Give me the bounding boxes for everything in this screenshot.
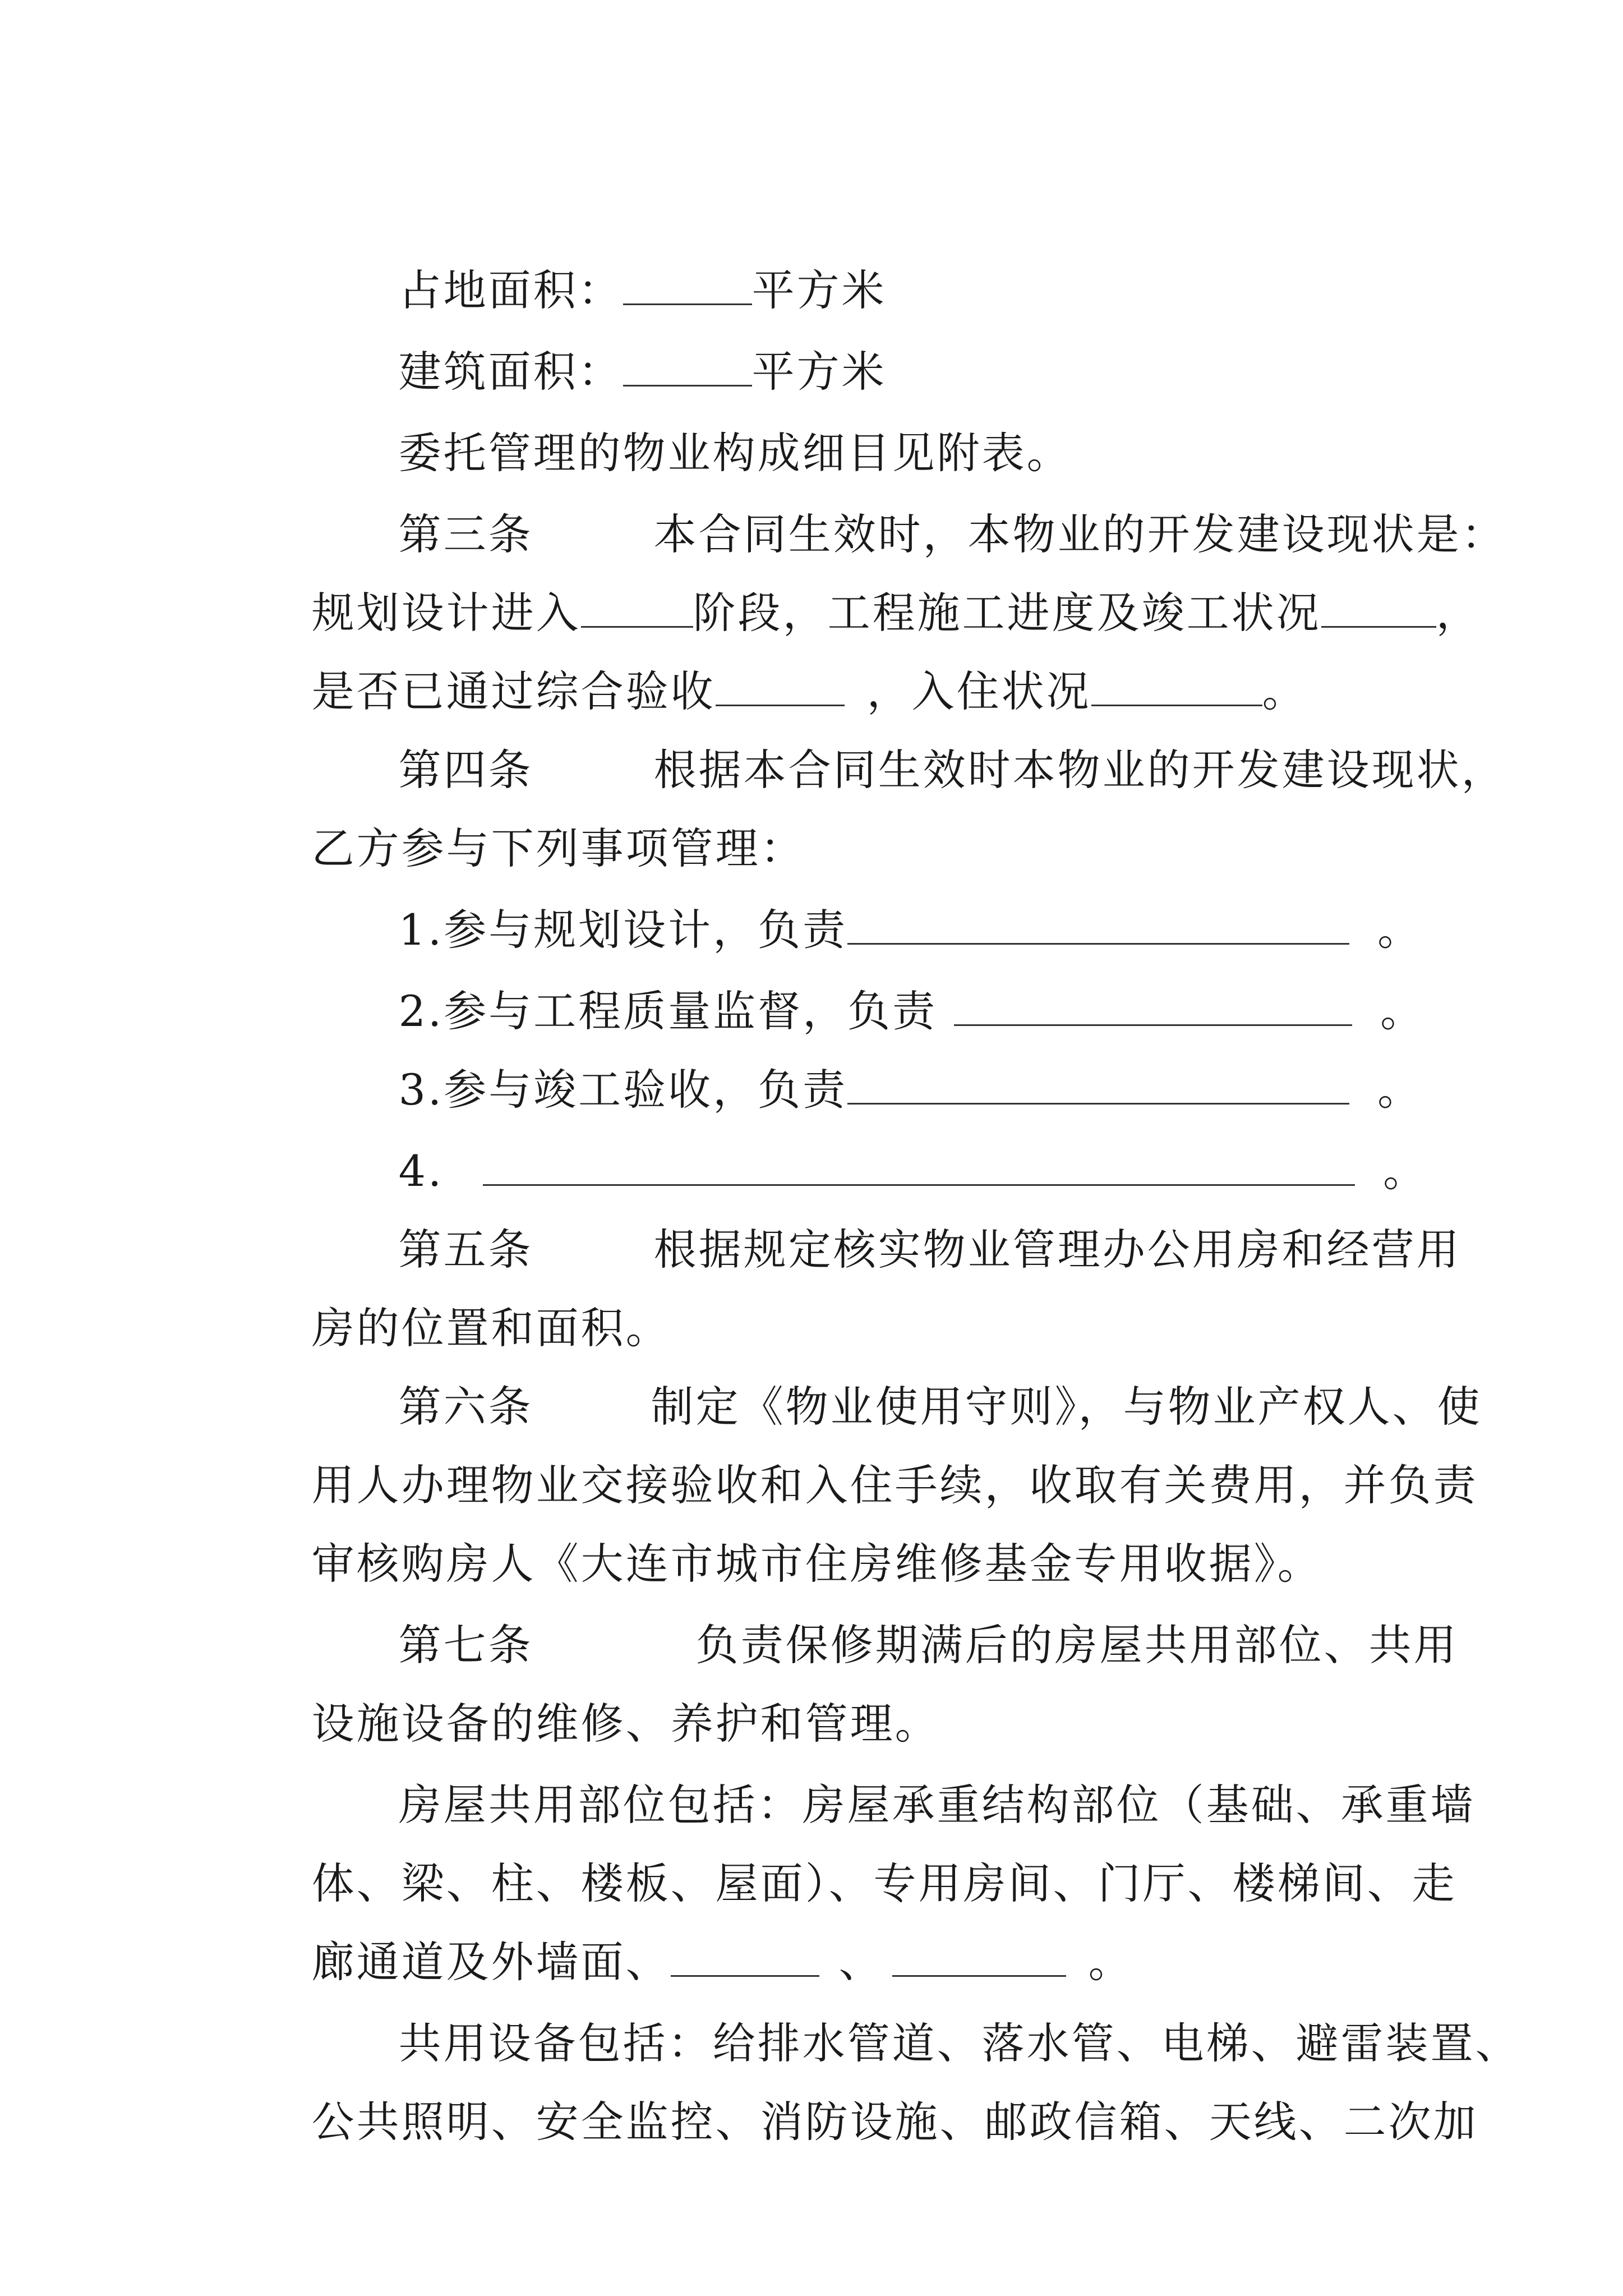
list-item-end: 。 [1383,1146,1428,1196]
article-text: 制定《物业使用守则》，与物业产权人、使 [651,1382,1482,1432]
text-segment: 。 [1088,1937,1133,1987]
paragraph-line [248,2038,1478,2206]
article-text: 本合同生效时，本物业的开发建设现状是： [653,509,1506,559]
paragraph-text: 房屋共用部位包括：房屋承重结构部位（基础、承重墙 [398,1780,1476,1830]
paragraph-text: 共用设备包括：给排水管道、落水管、电梯、避雷装置、 [398,2018,1520,2068]
paragraph-text: 体、梁、柱、楼板、屋面）、专用房间、门厅、楼梯间、走 [311,1858,1457,1908]
article-label: 第四条 [398,745,533,795]
text-segment: 、 [838,1937,884,1987]
text-segment: 乙方参与下列事项管理： [311,823,805,873]
text-segment: 规划设计进入 [311,588,581,638]
article-label: 第五条 [398,1225,533,1274]
article-text: 根据本合同生效时本物业的开发建设现状， [653,745,1506,795]
list-item-end: 。 [1377,905,1423,955]
land-area-unit: 平方米 [751,265,887,315]
text-segment: 用人办理物业交接验收和入住手续，收取有关费用，并负责 [311,1460,1478,1510]
text-segment: 设施设备的维修、养护和管理。 [311,1699,940,1749]
text-segment: 是否已通过综合验收 [311,666,716,716]
paragraph-text: 公共照明、安全监控、消防设施、邮政信箱、天线、二次加 [311,2097,1478,2147]
land-area-label: 占地面积： [398,265,623,315]
text-segment: 。 [1262,666,1307,716]
building-area-unit: 平方米 [751,347,887,397]
list-item-end: 。 [1377,1065,1423,1115]
text-segment: 廊通道及外墙面、 [311,1937,671,1987]
list-item-text: 1.参与规划设计，负责 [398,905,848,955]
text-segment: 房的位置和面积。 [311,1303,671,1353]
list-item-text: 2.参与工程质量监督，负责 [398,986,938,1036]
text-segment: ，入住状况 [866,666,1091,716]
text-segment: 审核购房人《大连市城市住房维修基金专用收据》。 [311,1539,1322,1589]
paragraph-text: 委托管理的物业构成细目见附表。 [398,428,1072,478]
list-item-text: 3.参与竣工验收，负责 [398,1065,848,1115]
article-label: 第七条 [398,1620,533,1670]
list-item-end: 。 [1380,986,1426,1036]
blank-field [1321,587,1436,628]
text-segment: ， [1436,588,1481,638]
article-text: 负责保修期满后的房屋共用部位、共用 [695,1620,1459,1670]
article-label: 第六条 [398,1382,533,1432]
article-label: 第三条 [398,509,533,559]
building-area-label: 建筑面积： [398,347,623,397]
article-text: 根据规定核实物业管理办公用房和经营用 [653,1225,1461,1274]
text-segment: 阶段，工程施工进度及竣工状况 [693,588,1321,638]
list-item-text: 4. [398,1146,444,1196]
